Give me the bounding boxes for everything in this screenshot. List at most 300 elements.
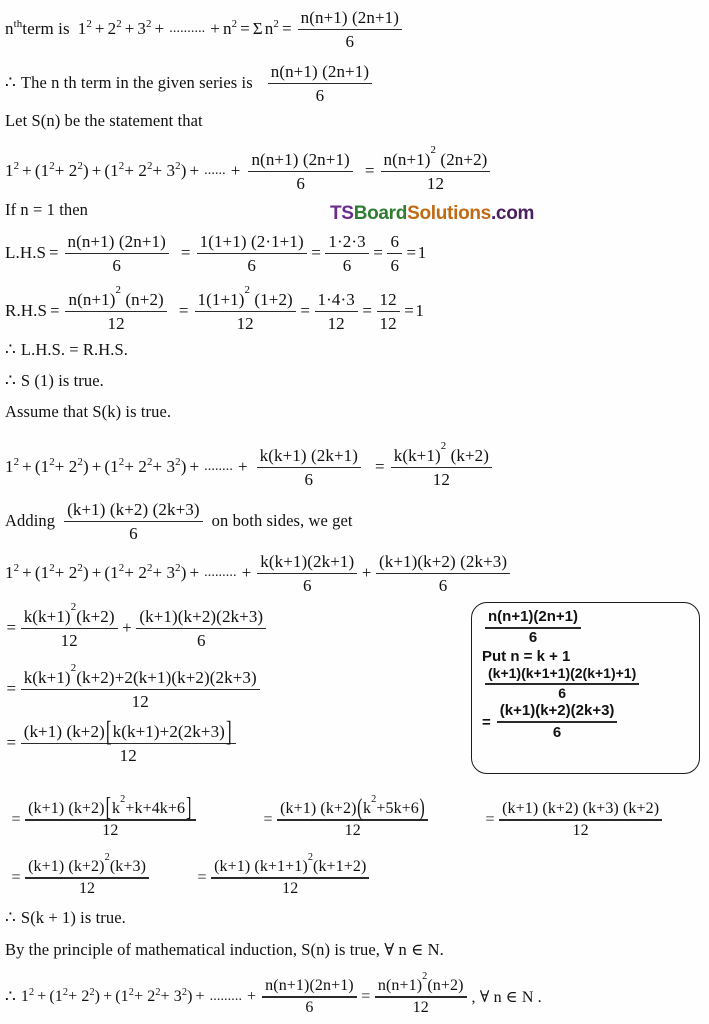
therefore-symbol: ∴ (5, 987, 16, 1007)
rhs-fraction-3 (315, 290, 358, 333)
s-group2-b: + 2 (124, 161, 147, 181)
fraction-denominator: 12 (102, 822, 119, 840)
statement-lhs-fraction (248, 150, 352, 193)
callout-put-n-text: Put n = k + 1 (482, 648, 571, 666)
line-sk1-is-true (5, 908, 126, 928)
fn-group2-a: (1 (115, 988, 129, 1006)
fraction-numerator (25, 852, 149, 877)
sk-ellipsis: ........ (204, 459, 233, 475)
let-sn-text: Let S(n) be the statement that (5, 111, 203, 130)
step2-expression (5, 662, 263, 711)
fn-group1-close: ) (94, 988, 101, 1006)
paren-close: ) (419, 795, 425, 822)
step3-equals: = (6, 733, 17, 753)
lhs-equals-1: = (180, 243, 191, 263)
fn-group2-close: ) (187, 988, 193, 1006)
lhs-equals-2: = (311, 243, 321, 263)
num-sup: 2 (440, 440, 447, 453)
sk-group1-b: + 2 (54, 457, 78, 477)
num-sup: 2 (70, 601, 77, 614)
num-sup: 2 (430, 144, 437, 157)
rhs-equals-0: = (50, 301, 60, 321)
fraction-numerator: n(n+1) (2n+1) (251, 150, 350, 169)
line-step-2 (5, 662, 263, 711)
fraction-denominator: 6 (305, 999, 314, 1017)
callout-fraction-3 (497, 703, 618, 741)
ad-group1-b: + 2 (54, 563, 78, 583)
num-tail: (k+3) (109, 858, 146, 875)
equals-2: = (281, 19, 292, 39)
plus-1: + (94, 19, 105, 39)
s-term-1: 1 (5, 161, 14, 181)
sk-group1-a: (1 (34, 457, 50, 477)
conclusion-fraction-wrap (265, 62, 375, 105)
s-plus-3: + (189, 161, 200, 181)
ad-group2-b: + 2 (124, 563, 147, 583)
callout-line-put-n (482, 648, 570, 665)
line-statement-sn (5, 144, 493, 193)
fraction-denominator: 6 (438, 575, 448, 595)
line-step-3 (5, 715, 239, 765)
plus-4: + (210, 19, 220, 39)
term-n: n (222, 19, 232, 39)
fraction-denominator: 6 (315, 85, 325, 105)
fraction-numerator: 1(1+1) (2·1+1) (199, 232, 304, 251)
fraction-denominator: 12 (282, 880, 299, 898)
brk-base: k (112, 800, 121, 817)
s-ellipsis: ...... (204, 163, 226, 179)
fn-group2-b: + 2 (133, 988, 156, 1006)
num-base: k(k+1) (393, 446, 441, 465)
num-sup: 2 (115, 284, 122, 297)
line-step-1 (5, 601, 269, 650)
callout-fraction-1 (485, 609, 581, 647)
num-tail: (2n+2) (436, 150, 488, 169)
num-tail: (k+2)+2(k+1)(k+2)(2k+3) (76, 668, 257, 687)
fraction-numerator: n(n+1) (2n+1) (300, 8, 400, 27)
line-principle-of-induction (5, 940, 444, 960)
line-step-5b (196, 852, 372, 898)
fraction-denominator: 12 (344, 822, 361, 840)
line-let-sn (5, 111, 203, 131)
paren-open: ( (357, 795, 363, 822)
sk-plus-3: + (189, 457, 200, 477)
num-tail: (n+2) (427, 977, 464, 994)
added-fraction-2 (376, 552, 510, 595)
fraction-numerator (65, 284, 166, 310)
fraction-numerator (21, 715, 236, 748)
line-lhs (5, 232, 426, 275)
lhs-equals-rhs-text: L.H.S. = R.H.S. (20, 340, 128, 359)
fraction-numerator: (k+1) (k+2) (k+3) (k+2) (502, 800, 660, 817)
lhs-expression (62, 232, 427, 275)
paren-base: k (363, 800, 372, 817)
ad-group2-a: (1 (104, 563, 119, 583)
nth-term-series: 1 $^2$ + 2 $^2$ + 3 $^2$ + .......... + n $^2$ = Σ n $^2$ = $\frac{n(n+1) (2n+1)}{6}$ (78, 8, 405, 51)
ellipsis: .......... (169, 21, 206, 37)
step4a-equals: = (11, 811, 21, 829)
s1-true-text: S (1) is true. (20, 371, 104, 390)
line-step-5a (10, 852, 152, 898)
ad-ellipsis: ......... (204, 565, 237, 581)
sigma-symbol: Σ (252, 19, 263, 39)
final-lhs-fraction (262, 977, 357, 1017)
callout-inner (472, 603, 699, 747)
fn-plus-3: + (195, 988, 205, 1006)
fraction-denominator: 6 (112, 255, 122, 275)
fraction-numerator (277, 794, 428, 822)
ad-group2-c: + 3 (152, 563, 176, 583)
sk1-true-text: S(k + 1) is true. (20, 908, 126, 927)
fraction-numerator: (k+1) (k+2) (2k+3) (67, 500, 200, 519)
num-base: n(n+1) (377, 977, 423, 994)
sk-plus-4: + (237, 457, 248, 477)
line-conclusion-nth-term (5, 62, 375, 105)
line-step-4a (10, 794, 199, 840)
fraction-denominator: 12 (327, 313, 345, 333)
num-sup: 2 (307, 852, 314, 864)
ad-plus-2: + (91, 563, 102, 583)
sk-term-1: 1 (5, 457, 14, 477)
sk-plus-1: + (22, 457, 32, 477)
paren-tail: +5k+6 (376, 800, 419, 817)
fraction-numerator: (k+1)(k+1+1)(2(k+1)+1) (488, 665, 637, 682)
lhs-fraction-4 (387, 232, 402, 275)
step4b-fraction (277, 794, 428, 840)
line-s1-is-true (5, 371, 104, 391)
fraction-denominator: 12 (412, 999, 429, 1017)
fraction-numerator (375, 971, 467, 996)
adding-prefix: Adding (5, 511, 56, 531)
step4b-equals: = (263, 811, 273, 829)
rhs-equals-3: = (362, 301, 373, 321)
num-tail: (1+2) (250, 290, 293, 309)
ad-plus-1: + (22, 563, 32, 583)
rhs-fraction-1 (65, 284, 166, 333)
nth-term-label: n $^{th}$ term is (5, 18, 70, 39)
callout-box-substitution (471, 602, 700, 774)
fraction-numerator (21, 601, 118, 627)
watermark-board: Board (353, 203, 408, 224)
line-assume-sk (5, 402, 171, 422)
fn-group1-b: + 2 (68, 988, 90, 1006)
statement-rhs-fraction (381, 144, 491, 193)
line-nth-term (5, 8, 405, 51)
fraction-numerator: (k+1)(k+2)(2k+3) (139, 607, 264, 626)
therefore-symbol: ∴ (5, 340, 16, 359)
line-step-4c (484, 800, 665, 840)
fraction-denominator: 12 (119, 745, 137, 765)
num-base: n(n+1) (68, 290, 116, 309)
ad-plus-4: + (241, 563, 252, 583)
fraction-denominator: 12 (572, 822, 589, 840)
plus-3: + (154, 19, 165, 39)
lhs-label: L.H.S (5, 243, 47, 263)
step4c-equals: = (485, 811, 495, 829)
fraction-numerator: n(n+1)(2n+1) (488, 608, 579, 625)
step1-expression (5, 601, 269, 650)
num-tail: (k+1+2) (313, 858, 367, 875)
fn-plus-2: + (103, 988, 113, 1006)
callout-line-substituted (482, 666, 642, 702)
sk-plus-2: + (91, 457, 102, 477)
fraction-numerator (21, 662, 260, 688)
adding-fraction (64, 500, 203, 543)
num-sup: 2 (70, 662, 77, 675)
lhs-fraction-3 (325, 232, 368, 275)
callout-fraction-2 (485, 666, 639, 702)
step4a-expression (10, 794, 199, 840)
fraction-denominator: 12 (60, 630, 78, 650)
callout-equals: = (482, 713, 491, 731)
sk-group2-close: ) (180, 457, 187, 477)
term-2: 2 (107, 19, 117, 39)
fn-equals: = (361, 988, 371, 1006)
if-n1-text: If n = 1 then (5, 200, 89, 219)
added-fraction-1 (257, 552, 357, 595)
fraction-numerator: n(n+1) (2n+1) (67, 232, 166, 251)
step2-fraction (21, 662, 260, 711)
lhs-equals-4: = (406, 243, 417, 263)
step1-plus: + (122, 618, 132, 638)
lhs-fraction-1 (65, 232, 169, 275)
line-if-n-equals-1 (5, 200, 88, 220)
watermark-solutions: Solutions (407, 203, 491, 224)
num-bracket-body: k(k+1)+2(2k+3) (112, 722, 225, 741)
s-group1-a: (1 (34, 161, 50, 181)
ad-plus-3: + (189, 563, 200, 583)
step5b-fraction (211, 852, 369, 898)
fraction-numerator: n(n+1) (2n+1) (270, 62, 370, 81)
nth-term-rest: term is (22, 19, 70, 39)
fraction-numerator: 12 (379, 290, 397, 309)
fraction-numerator (391, 440, 492, 466)
num-base: (k+1) (k+1+1) (214, 858, 308, 875)
fn-plus-1: + (37, 988, 47, 1006)
paren-sup: 2 (371, 794, 377, 806)
fraction-denominator: 6 (528, 629, 538, 647)
fraction-denominator: 6 (247, 255, 256, 275)
num-prefix: (k+1) (k+2) (28, 800, 105, 817)
step1-equals: = (6, 618, 17, 638)
fraction-numerator: (k+1)(k+2)(2k+3) (499, 702, 615, 720)
line-after-adding (5, 552, 513, 595)
therefore-symbol: ∴ (5, 371, 16, 390)
lhs-fraction-2 (197, 232, 307, 275)
step1-fraction-1 (21, 601, 118, 650)
s-group2-c: + 3 (152, 161, 176, 181)
fraction-denominator: 6 (390, 255, 400, 275)
fraction-denominator: 12 (236, 313, 254, 333)
step5a-expression (10, 852, 152, 898)
brk-tail: +k+4k+6 (125, 800, 186, 817)
ad-plus-mid: + (361, 563, 372, 583)
line-adding (5, 500, 353, 543)
s-plus-2: + (91, 161, 102, 181)
s-group2-a: (1 (104, 161, 119, 181)
line-final-result (5, 971, 542, 1017)
nth-term-n: n (5, 19, 14, 39)
num-base: (k+1) (k+2) (28, 858, 105, 875)
fraction-numerator: (k+1)(k+2) (2k+3) (378, 552, 508, 571)
rhs-equals-4: = (404, 301, 414, 321)
fraction-denominator: 12 (78, 880, 96, 898)
rhs-label: R.H.S (5, 301, 48, 321)
assume-sk-text: Assume that S(k) is true. (5, 402, 172, 421)
nth-term-fraction (298, 8, 402, 51)
fraction-numerator (25, 794, 195, 823)
step4a-fraction (25, 794, 195, 840)
statement-series: 1 $^2$ + (1 $^2$ + 2 $^2$ ) + (1 $^2$ + 2 $^2$ + 3 $^2$ ) + ...... + $\frac{n(n+1) (2n+1)}{6}$ = $\frac{n(n+1)^2 (2n+2)}{12}$ (5, 150, 493, 193)
term-3: 3 (137, 19, 147, 39)
num-base: k(k+1) (23, 668, 71, 687)
sk-series: 1 $^2$ + (1 $^2$ + 2 $^2$ ) + (1 $^2$ + 2 $^2$ + 3 $^2$ ) + ........ + $\frac{k(k+1) (2k+1)}{6}$ = $\frac{k(k+1)^2 (k+2)}{12}$ (5, 446, 495, 489)
sk-group2-a: (1 (104, 457, 119, 477)
s-group2-close: ) (180, 161, 187, 181)
bracket-open: [ (105, 794, 112, 823)
callout-line-simplified (482, 703, 620, 741)
ad-group2-close: ) (180, 563, 187, 583)
fraction-numerator: 1·4·3 (317, 290, 355, 309)
line-rhs (5, 284, 425, 333)
step4c-expression (484, 800, 665, 840)
sk-equals: = (375, 457, 385, 477)
fraction-numerator: 6 (390, 232, 400, 251)
fraction-numerator: 1·2·3 (328, 232, 366, 251)
bracket-open: [ (105, 715, 112, 748)
fraction-numerator: n(n+1)(2n+1) (265, 977, 354, 994)
brk-sup: 2 (120, 794, 126, 806)
ad-group1-a: (1 (34, 563, 50, 583)
therefore-symbol: ∴ (5, 73, 16, 93)
rhs-result: 1 (415, 301, 425, 321)
fraction-denominator: 12 (131, 691, 149, 711)
step4b-expression (262, 794, 431, 840)
rhs-equals-2: = (300, 301, 311, 321)
s-group1-close: ) (82, 161, 89, 181)
fraction-denominator: 6 (302, 575, 312, 595)
fraction-denominator: 6 (196, 630, 206, 650)
adding-suffix: on both sides, we get (211, 511, 353, 531)
rhs-fraction-2 (195, 284, 296, 333)
watermark-tsboardsolutions (330, 203, 534, 225)
conclusion-fraction (268, 62, 372, 105)
step5a-fraction (25, 852, 149, 898)
rhs-expression (62, 284, 425, 333)
plus-2: + (124, 19, 135, 39)
step4c-fraction (499, 800, 662, 840)
line-step-4b (262, 794, 431, 840)
s-plus-1: + (22, 161, 32, 181)
fraction-numerator (211, 852, 369, 877)
num-tail: (k+2) (76, 607, 115, 626)
fn-ellipsis: ......... (209, 989, 243, 1005)
num-sup: 2 (244, 284, 251, 297)
s-equals: = (364, 161, 375, 181)
num-base: 1(1+1) (197, 290, 245, 309)
sk-lhs-fraction (257, 446, 361, 489)
num-tail: (k+2) (446, 446, 490, 465)
fraction-denominator: 6 (296, 173, 305, 193)
step3-fraction (21, 715, 236, 765)
line-lhs-equals-rhs (5, 340, 128, 360)
final-rhs-fraction (375, 971, 467, 1017)
sk-group2-c: + 3 (152, 457, 176, 477)
fraction-numerator (195, 284, 296, 310)
step1-fraction-2 (136, 607, 266, 650)
callout-line-formula (482, 609, 584, 647)
step3-expression (5, 715, 239, 765)
fraction-denominator: 12 (426, 173, 445, 193)
bracket-close: ] (186, 794, 192, 823)
principle-text: By the principle of mathematical induction, S(n) is true, ∀ n ∈ N. (5, 940, 444, 959)
step5b-equals: = (197, 869, 207, 887)
conclusion-text: The n th term in the given series is (20, 73, 253, 93)
fn-group1-a: (1 (49, 988, 63, 1006)
fn-term-1: 1 (20, 988, 30, 1006)
term-1: 1 (77, 19, 87, 39)
num-prefix: (k+1) (k+2) (23, 722, 105, 741)
equals-1: = (240, 19, 250, 39)
fraction-denominator: 12 (379, 313, 397, 333)
therefore-symbol: ∴ (5, 908, 16, 927)
fn-suffix: , ∀ n ∈ N . (471, 989, 542, 1007)
num-tail: (n+2) (121, 290, 164, 309)
watermark-ts: TS (330, 203, 354, 224)
s-group1-b: + 2 (54, 161, 78, 181)
fraction-denominator: 12 (107, 313, 125, 333)
fraction-numerator: k(k+1)(2k+1) (260, 552, 355, 571)
step5a-equals: = (11, 869, 21, 887)
bracket-close: ] (225, 715, 232, 748)
fraction-numerator: k(k+1) (2k+1) (259, 446, 359, 465)
num-prefix: (k+1) (k+2) (280, 800, 357, 817)
fraction-denominator: 6 (129, 523, 138, 543)
watermark-com: .com (490, 203, 535, 224)
fraction-denominator: 6 (304, 469, 314, 489)
s-plus-4: + (230, 161, 241, 181)
ad-group1-close: ) (82, 563, 89, 583)
rhs-equals-1: = (178, 301, 189, 321)
fraction-denominator: 6 (342, 255, 352, 275)
lhs-equals-0: = (49, 243, 59, 263)
sk-rhs-fraction (391, 440, 492, 489)
fn-group2-c: + 3 (160, 988, 182, 1006)
lhs-result: 1 (417, 243, 427, 263)
rhs-fraction-4 (377, 290, 400, 333)
num-base: n(n+1) (383, 150, 431, 169)
added-series: 1 $^2$ + (1 $^2$ + 2 $^2$ ) + (1 $^2$ + 2 $^2$ + 3 $^2$ ) + ......... + $\frac{k(k+1)(2k+1)}{6}$ + $\frac{(k+1)(k+2) (2k+3)}{6}$ (5, 552, 513, 595)
sigma-n: n (264, 19, 274, 39)
lhs-equals-3: = (373, 243, 383, 263)
num-sup: 2 (422, 971, 428, 983)
final-series: 1 $^2$ + (1 $^2$ + 2 $^2$ ) + (1 $^2$ + 2 $^2$ + 3 $^2$ ) + ......... + $\frac{n(n+1)(2n+1)}{6}$ = $\frac{n(n+1)^2(n+2)}{12}$ , ∀ n ∈ N . (20, 971, 542, 1017)
adding-fraction-wrap (61, 500, 206, 543)
num-base: k(k+1) (23, 607, 71, 626)
line-sk-statement (5, 440, 495, 489)
step5b-expression (196, 852, 372, 898)
fraction-denominator: 6 (345, 31, 355, 51)
fn-plus-4: + (247, 988, 257, 1006)
fraction-denominator: 6 (552, 723, 562, 741)
sk-group2-b: + 2 (124, 457, 147, 477)
fraction-denominator: 12 (432, 469, 450, 489)
fraction-denominator: 6 (558, 685, 567, 702)
ad-term-1: 1 (5, 563, 14, 583)
fraction-numerator (381, 144, 491, 170)
step2-equals: = (6, 679, 17, 699)
sk-group1-close: ) (82, 457, 89, 477)
